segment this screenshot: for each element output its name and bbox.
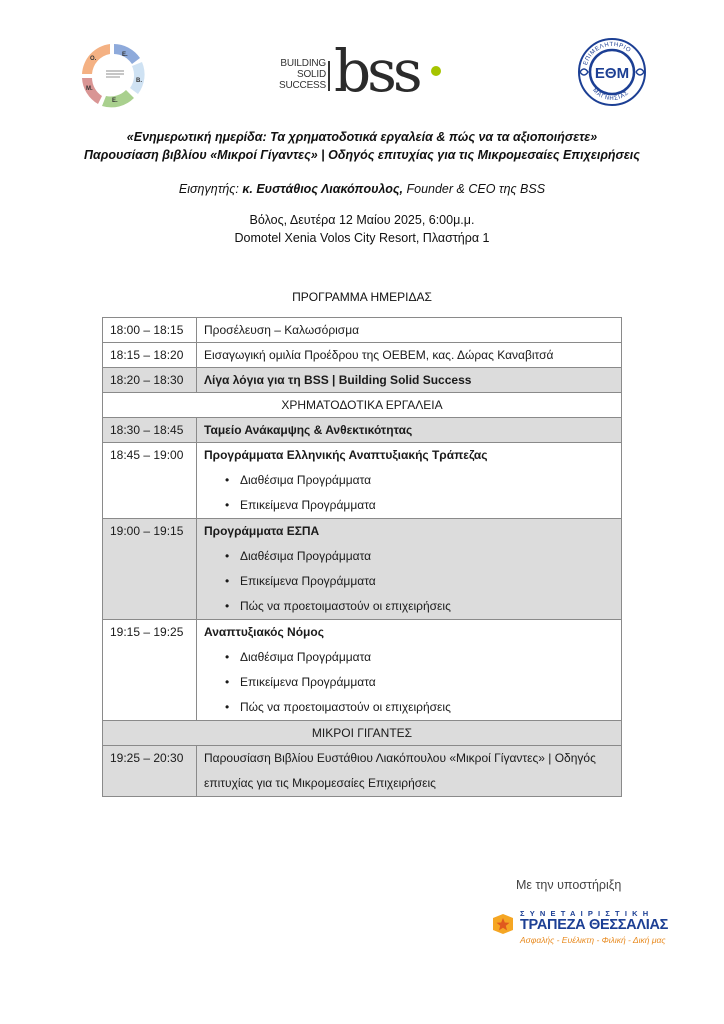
event-date: Βόλος, Δευτέρα 12 Μαίου 2025, 6:00μ.μ. bbox=[249, 213, 475, 227]
bullet-list bbox=[204, 645, 614, 720]
svg-text:Β.: Β. bbox=[136, 78, 142, 84]
table-row bbox=[103, 318, 622, 343]
bss-tagline: BUILDING SOLID SUCCESS bbox=[279, 58, 326, 91]
time-cell: 18:20 – 18:30 bbox=[103, 368, 197, 393]
bullet-list bbox=[204, 468, 614, 518]
bullet-item: • Διαθέσιμα Προγράμματα bbox=[204, 645, 614, 670]
activity-cell: Λίγα λόγια για τη BSS | Building Solid Success bbox=[197, 368, 622, 393]
speaker-label: Εισηγητής: bbox=[178, 182, 243, 196]
star-box-icon bbox=[490, 912, 516, 936]
time-cell: 19:00 – 19:15 bbox=[103, 519, 197, 620]
activity-cell bbox=[197, 443, 622, 519]
time-cell: 18:15 – 18:20 bbox=[103, 343, 197, 368]
support-label: Με την υποστήριξη bbox=[516, 878, 622, 892]
bullet-item: • Επικείμενα Προγράμματα bbox=[204, 493, 614, 518]
bullet-item: • Επικείμενα Προγράμματα bbox=[204, 670, 614, 695]
schedule-table bbox=[102, 317, 622, 797]
bss-divider bbox=[328, 61, 330, 91]
book-title: Παρουσίαση βιβλίου «Μικροί Γίγαντες» | Οδηγός επιτυχίας για τις Μικρομεσαίες Επιχειρήσεις bbox=[84, 148, 640, 162]
event-venue: Domotel Xenia Volos City Resort, Πλαστήρα 1 bbox=[234, 231, 490, 245]
seal-icon bbox=[576, 36, 648, 108]
time-cell: 19:25 – 20:30 bbox=[103, 746, 197, 797]
chamber-seal-logo bbox=[576, 36, 648, 108]
time-cell: 18:30 – 18:45 bbox=[103, 418, 197, 443]
table-row bbox=[103, 368, 622, 393]
bullet-item: • Διαθέσιμα Προγράμματα bbox=[204, 468, 614, 493]
table-row bbox=[103, 620, 622, 721]
bss-accent-dot bbox=[431, 66, 441, 76]
activity-cell bbox=[197, 519, 622, 620]
svg-text:Μ.: Μ. bbox=[86, 86, 93, 92]
activity-title: Προγράμματα ΕΣΠΑ bbox=[204, 524, 320, 538]
event-title: «Ενημερωτική ημερίδα: Τα χρηματοδοτικά εργαλεία & πώς να τα αξιοποιήσετε» bbox=[126, 130, 598, 144]
bss-logo bbox=[276, 37, 451, 105]
program-title: ΠΡΟΓΡΑΜΜΑ ΗΜΕΡΙΔΑΣ bbox=[292, 290, 432, 304]
section-header: ΧΡΗΜΑΤΟΔΟΤΙΚΑ ΕΡΓΑΛΕΙΑ bbox=[103, 393, 622, 418]
activity-cell bbox=[197, 620, 622, 721]
bss-wordmark: bss bbox=[334, 37, 419, 105]
sponsor-tagline: Ασφαλής - Ευέλικτη - Φιλική - Δική μας bbox=[520, 935, 666, 945]
section-row bbox=[103, 721, 622, 746]
sponsor-name: ΤΡΑΠΕΖΑ ΘΕΣΣΑΛΙΑΣ bbox=[520, 917, 669, 933]
speaker-name: κ. Ευστάθιος Λιακόπουλος, bbox=[242, 182, 404, 196]
table-row bbox=[103, 746, 622, 797]
speaker-line bbox=[0, 182, 724, 196]
bullet-item: • Διαθέσιμα Προγράμματα bbox=[204, 544, 614, 569]
section-header: ΜΙΚΡΟΙ ΓΙΓΑΝΤΕΣ bbox=[103, 721, 622, 746]
table-row bbox=[103, 443, 622, 519]
svg-text:Ο.: Ο. bbox=[90, 56, 97, 62]
bullet-list bbox=[204, 544, 614, 619]
bullet-item: • Πώς να προετοιμαστούν οι επιχειρήσεις bbox=[204, 695, 614, 720]
activity-cell: Προσέλευση – Καλωσόρισμα bbox=[197, 318, 622, 343]
activity-cell: Παρουσίαση Βιβλίου Ευστάθιου Λιακόπουλου «Μικροί Γίγαντες» | Οδηγός επιτυχίας για τις Μικρομεσαίες Επιχειρήσεις bbox=[197, 746, 622, 797]
bullet-item: • Πώς να προετοιμαστούν οι επιχειρήσεις bbox=[204, 594, 614, 619]
table-row bbox=[103, 343, 622, 368]
chamber-cycle-logo bbox=[74, 38, 154, 113]
svg-text:ΜΑΓΝΗΣΙΑΣ: ΜΑΓΝΗΣΙΑΣ bbox=[590, 87, 631, 103]
table-row bbox=[103, 418, 622, 443]
svg-text:ΕΠΙΜΕΛΗΤΗΡΙΟ: ΕΠΙΜΕΛΗΤΗΡΙΟ bbox=[582, 41, 632, 67]
time-cell: 19:15 – 19:25 bbox=[103, 620, 197, 721]
bullet-item: • Επικείμενα Προγράμματα bbox=[204, 569, 614, 594]
time-cell: 18:45 – 19:00 bbox=[103, 443, 197, 519]
sponsor-logo bbox=[490, 909, 670, 949]
activity-title: Αναπτυξιακός Νόμος bbox=[204, 625, 324, 639]
activity-cell: Εισαγωγική ομιλία Προέδρου της ΟΕΒΕΜ, κας. Δώρας Καναβιτσά bbox=[197, 343, 622, 368]
svg-text:Ε.: Ε. bbox=[112, 98, 118, 104]
section-row bbox=[103, 393, 622, 418]
cycle-arrows-icon bbox=[74, 38, 154, 113]
svg-text:Ε.: Ε. bbox=[122, 52, 128, 58]
activity-cell: Ταμείο Ανάκαμψης & Ανθεκτικότητας bbox=[197, 418, 622, 443]
activity-title: Προγράμματα Ελληνικής Αναπτυξιακής Τράπεζας bbox=[204, 448, 488, 462]
table-row bbox=[103, 519, 622, 620]
time-cell: 18:00 – 18:15 bbox=[103, 318, 197, 343]
speaker-role: Founder & CEO της BSS bbox=[403, 182, 546, 196]
sponsor-top-text: ΣΥΝΕΤΑΙΡΙΣΤΙΚΗ bbox=[520, 909, 654, 918]
svg-text:ΕΘΜ: ΕΘΜ bbox=[594, 65, 630, 82]
